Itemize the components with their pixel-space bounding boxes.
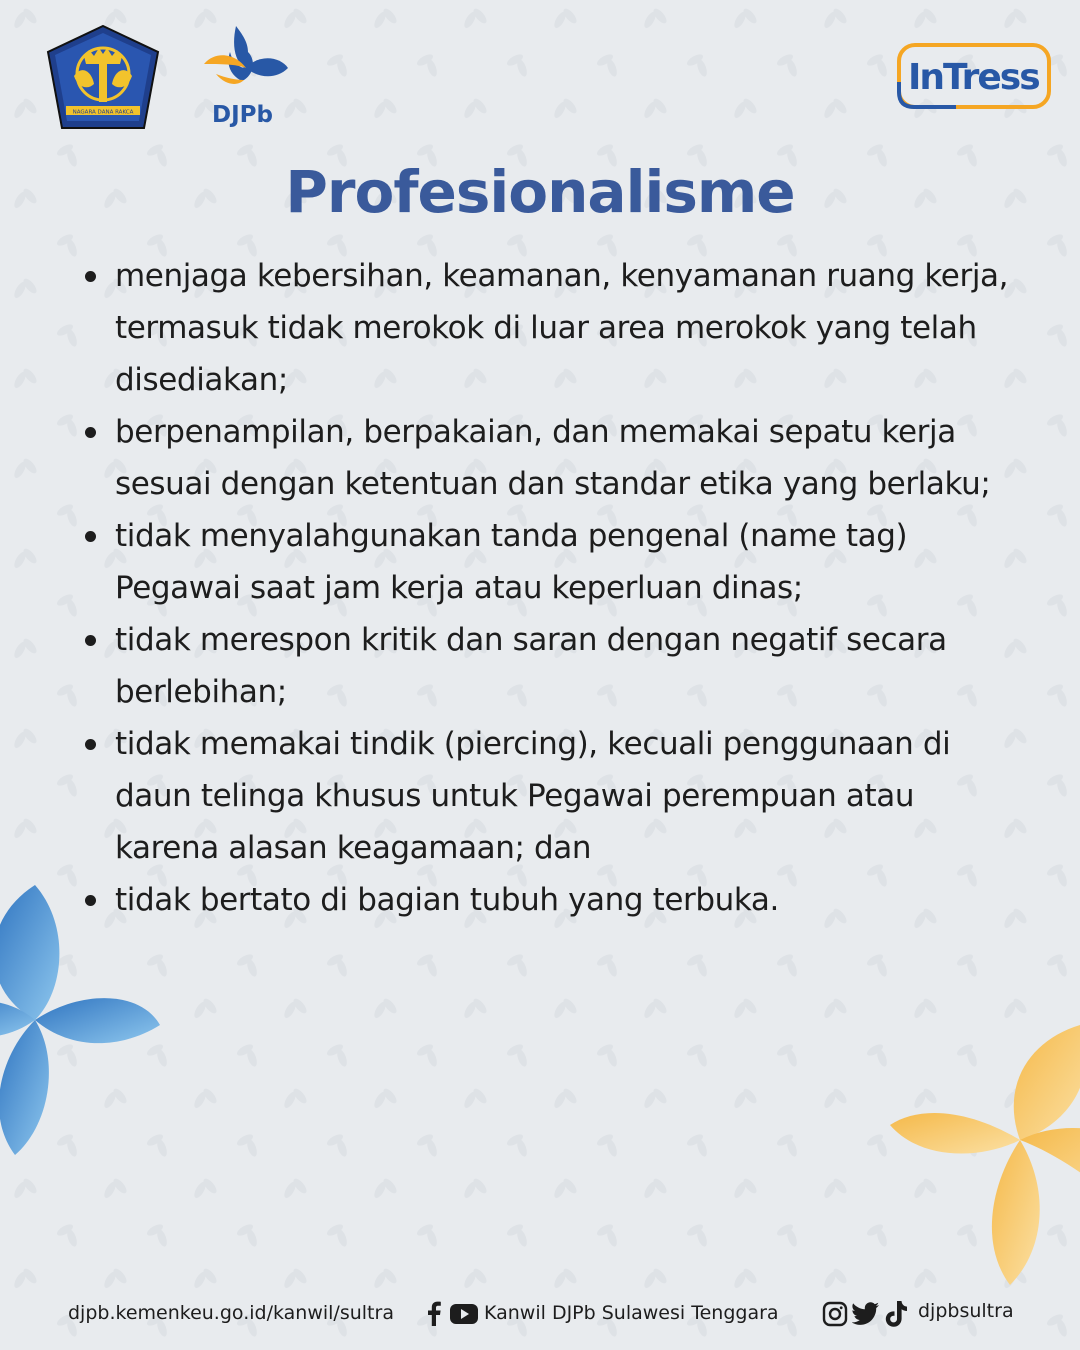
bullet-icon <box>85 531 96 542</box>
list-item-text: menjaga kebersihan, keamanan, kenyamanan ruang kerja, termasuk tidak merokok di luar area merokok yang telah disediakan; <box>115 258 1009 398</box>
list-item-text: berpenampilan, berpakaian, dan memakai sepatu kerja sesuai dengan ketentuan dan standar etika yang berlaku; <box>115 414 991 502</box>
list-item <box>82 250 1012 406</box>
orange-petal-decoration <box>890 1015 1080 1295</box>
bullet-icon <box>85 427 96 438</box>
page-title: Profesionalisme <box>285 158 795 226</box>
list-item-text: tidak bertato di bagian tubuh yang terbuka. <box>115 882 779 918</box>
list-item <box>82 874 1012 926</box>
djpb-logo-icon <box>196 24 296 104</box>
list-item-text: tidak menyalahgunakan tanda pengenal (name tag) Pegawai saat jam kerja atau keperluan dinas; <box>115 518 908 606</box>
footer-website-link[interactable]: djpb.kemenkeu.go.id/kanwil/sultra <box>68 1302 394 1324</box>
footer-social-handle[interactable]: djpbsultra <box>918 1300 1014 1322</box>
intress-logo-text: InTress <box>908 57 1039 98</box>
twitter-icon[interactable] <box>852 1302 880 1326</box>
djpb-logo <box>196 24 296 134</box>
list-item-text: tidak merespon kritik dan saran dengan negatif secara berlebihan; <box>115 622 947 710</box>
bullet-icon <box>85 739 96 750</box>
list-item <box>82 718 1012 874</box>
rules-list <box>82 250 1012 926</box>
bullet-icon <box>85 895 96 906</box>
djpb-logo-text: DJPb <box>212 102 273 128</box>
emblem-motto: NAGARA DANA RAKCA <box>72 109 134 116</box>
youtube-icon[interactable] <box>450 1304 478 1324</box>
list-item-text: tidak memakai tindik (piercing), kecuali penggunaan di daun telinga khusus untuk Pegawai perempuan atau karena alasan keagamaan; dan <box>115 726 951 866</box>
footer <box>0 1300 1080 1332</box>
tiktok-icon[interactable] <box>884 1300 908 1328</box>
intress-logo-icon <box>896 42 1052 110</box>
facebook-icon[interactable] <box>424 1300 444 1326</box>
instagram-icon[interactable] <box>822 1301 848 1327</box>
bullet-icon <box>85 271 96 282</box>
bullet-icon <box>85 635 96 646</box>
list-item <box>82 614 1012 718</box>
list-item <box>82 510 1012 614</box>
kemenkeu-emblem-icon <box>44 24 162 132</box>
list-item <box>82 406 1012 510</box>
footer-page-name[interactable]: Kanwil DJPb Sulawesi Tenggara <box>484 1302 779 1324</box>
